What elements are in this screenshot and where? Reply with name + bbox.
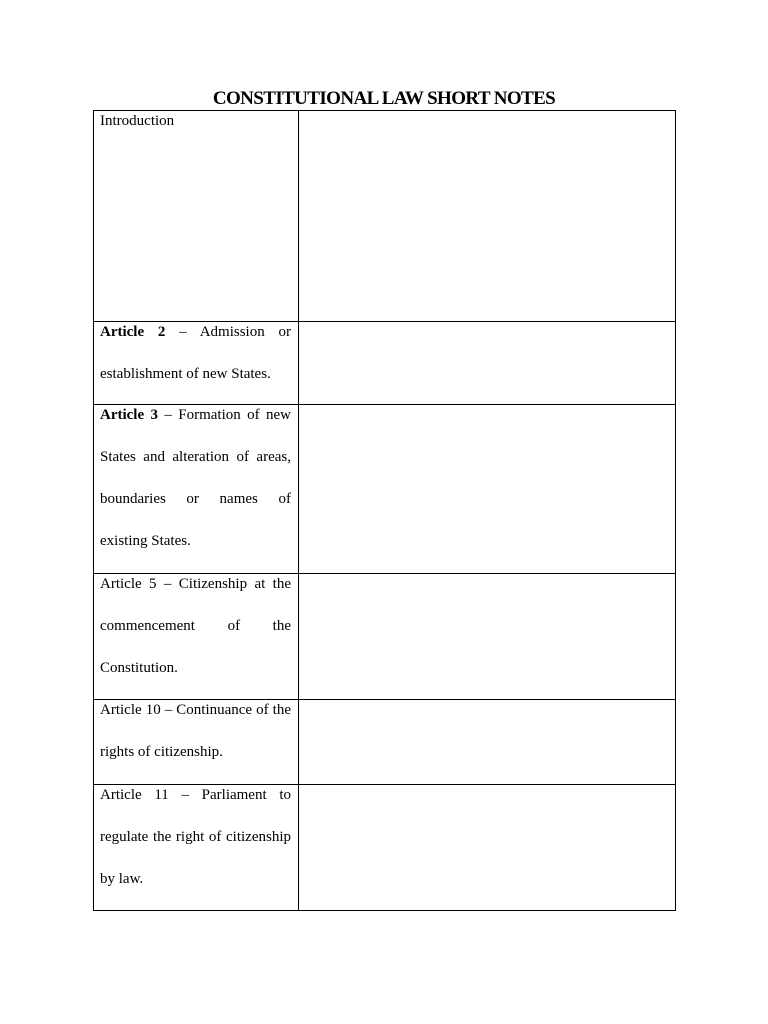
- topic-label: [94, 689, 298, 773]
- topic-label-bold: Article 3: [100, 407, 159, 423]
- topic-label-text: Introduction: [100, 113, 175, 129]
- topic-cell: [94, 785, 299, 911]
- notes-table: [93, 110, 676, 911]
- topic-label-text: – Admission or establishment of new States.: [100, 324, 291, 382]
- topic-label-text: – Formation of new States and alteration of areas, boundaries or names of existing States.: [100, 407, 291, 549]
- topic-label-text: Article 11 – Parliament to regulate the right of citizenship by law.: [100, 787, 291, 887]
- topic-label: [94, 394, 298, 562]
- document-title: CONSTITUTIONAL LAW SHORT NOTES: [212, 88, 556, 109]
- topic-label: [94, 563, 298, 689]
- notes-cell[interactable]: [299, 700, 676, 785]
- table-row-article-11: [94, 785, 676, 911]
- topic-cell: [94, 574, 299, 700]
- topic-label-bold: Article 2: [100, 324, 166, 340]
- topic-label-text: Article 5 – Citizenship at the commencement of the Constitution.: [100, 576, 291, 676]
- table-row-article-2: [94, 322, 676, 405]
- table-row-article-3: [94, 405, 676, 574]
- topic-label: [94, 774, 298, 900]
- topic-cell: [94, 700, 299, 785]
- topic-cell: [94, 111, 299, 322]
- topic-cell: [94, 405, 299, 574]
- topic-label: [94, 311, 298, 395]
- notes-cell[interactable]: [299, 405, 676, 574]
- topic-label: [94, 111, 298, 130]
- notes-cell[interactable]: [299, 785, 676, 911]
- notes-cell[interactable]: [299, 322, 676, 405]
- notes-cell[interactable]: [299, 574, 676, 700]
- topic-cell: [94, 322, 299, 405]
- table-row-introduction: [94, 111, 676, 322]
- table-row-article-10: [94, 700, 676, 785]
- topic-label-text: Article 10 – Continuance of the rights of citizenship.: [100, 702, 291, 760]
- table-row-article-5: [94, 574, 676, 700]
- notes-cell[interactable]: [299, 111, 676, 322]
